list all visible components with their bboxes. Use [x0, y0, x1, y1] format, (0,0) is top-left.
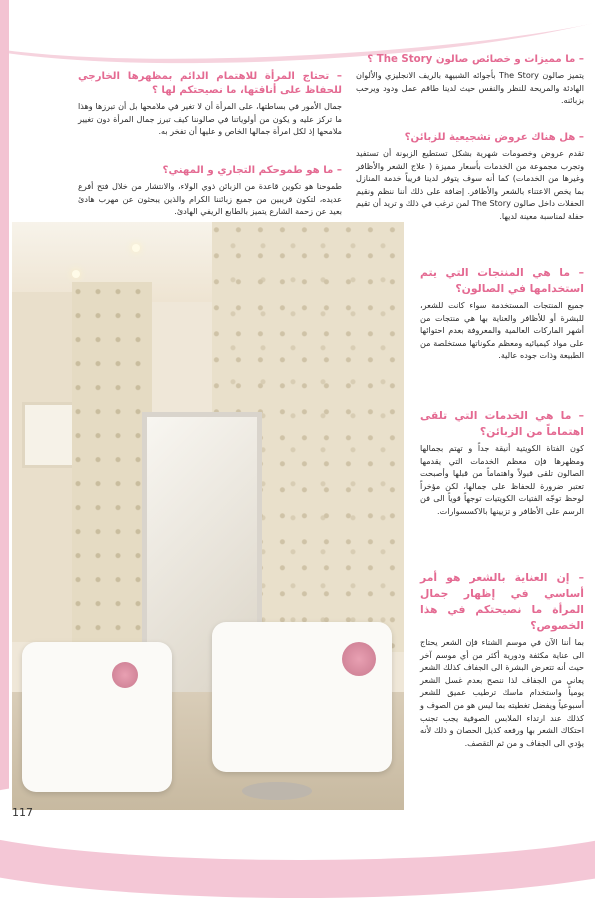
- answer-text: بما أننا الآن في موسم الشتاء فإن الشعر يحتاج الى عناية مكثفة ودورية أكثر من أي موسم آخر حيث أنه تتعرض البشرة الى الجفاف كذلك الشعر يعاني من الجفاف لذا ننصح بعدم غسل الشعر يومياً واستخدام ماسك ترطيب عميق للشعر أسبوعياً ويفضل تغطيته بما ليس هو من الصوف و كذلك عند ارتداء الملابس الصوفية يجب تجنب احتكاك الشعر بها ورفعه كذيل الحصان و ذلك لأنه يؤدي الى الجفاف و من ثم التقصف.: [420, 637, 584, 748]
- question-heading: – ما هي الخدمات التي تلقى اهتماماً من الزبائن؟: [420, 409, 584, 438]
- answer-text: جمال الأمور في بساطتها، على المرأة أن لا تغير في ملامحها بل أن تبرزها وهذا ما تركز عليه و يكون من أولوياتنا في صالوننا كيف تبرز جمال المرأة دون تغيير ملامحها إذ لكل امرأة جمالها الخاص و عليها أن تفخر به.: [78, 101, 342, 137]
- qa-hair-care: [420, 570, 584, 749]
- qa-women-appearance: [78, 70, 342, 138]
- chair-base: [242, 782, 312, 800]
- qa-salon-features: [356, 53, 584, 107]
- question-heading: – ما هو طموحكم التجاري و المهني؟: [162, 165, 342, 176]
- left-edge-decoration: [0, 0, 9, 841]
- answer-text: جميع المنتجات المستخدمة سواء كانت للشعر، للبشرة أو للأظافر والعناية بها هي منتجات من أشهر الماركات العالمية والمعروفة بعدم احتوائها على مواد كيميائيه ومعظم مكوناتها مستخلصة من الطبيعة وذات جوده عالية.: [420, 300, 584, 361]
- salon-chair-left: [22, 642, 172, 792]
- chair-flower-print: [112, 662, 138, 688]
- question-heading: – هل هناك عروض تشجيعية للزبائن؟: [404, 132, 584, 143]
- question-heading: – تحتاج المرأة للاهتمام الدائم بمظهرها الخارجي للحفاظ على أناقتها، ما نصيحتكم لها ؟: [78, 71, 342, 96]
- question-heading: – إن العناية بالشعر هو أمر أساسي في إظهار جمال المرأة ما نصيحتكم في هذا الخصوص؟: [420, 571, 584, 632]
- question-heading: – ما مميزات و خصائص صالون The Story ؟: [367, 54, 584, 65]
- qa-products: [420, 265, 584, 362]
- answer-text: تقدم عروض وخصومات شهرية بشكل تستطيع الزبونة أن تستفيد وتجرب مجموعة من الخدمات بأسعار مميزة ( علاج الشعر والأظافر وغيرها من الخدمات) كما أنه سوف يتوفر لدينا قريباً خدمة المنازل بما يخص الاعتناء بالشعر والأظافر. إضافة على ذلك أننا ننظم ونقيم الحفلات داخل صالون The Story لمن ترغب في ذلك و تريد أن تقيم حفلة لمناسبة معينة لديها.: [356, 148, 584, 221]
- answer-text: كون الفتاة الكويتية أنيقة جداً و تهتم بجمالها ومظهرها فإن معظم الخدمات التي يقدمها الصالون تلقى قبولاً واهتماماً من قبلها وأصبحت تعتبر ضرورة للحفاظ على جمالها، لكن مؤخراً لوحظ توجّه الفتيات الكويتيات توجهاً قوياً الى فن الرسم على الأظافر و تزيينها بالاكسسوارات.: [420, 443, 584, 516]
- salon-interior-photo: [12, 222, 404, 810]
- answer-text: يتميز صالون The Story بأجوائه الشبيهة بالريف الانجليزي والألوان الهادئة والمريحة للنظر والنفس حيث لدينا طاقم عمل ودود ويرحب بزبائنه.: [356, 70, 585, 106]
- ceiling-light: [72, 270, 80, 278]
- qa-offers: [356, 131, 584, 223]
- page-number: 117: [12, 806, 33, 819]
- chair-flower-print: [342, 642, 376, 676]
- qa-services: [420, 408, 584, 518]
- qa-ambition: [78, 164, 342, 218]
- answer-text: طموحنا هو تكوين قاعدة من الزبائن ذوي الولاء، والانتشار من خلال فتح أفرع عديده، لتكون قريبين من جميع زبائننا الكرام والذين يبحثون عن مهرب هادئ بعيد عن زحمة الشارع يتميز بالطابع الريفي الهادئ.: [78, 181, 342, 217]
- question-heading: – ما هي المنتجات التي يتم استخدامها في الصالون؟: [420, 266, 584, 295]
- ceiling-light: [132, 244, 140, 252]
